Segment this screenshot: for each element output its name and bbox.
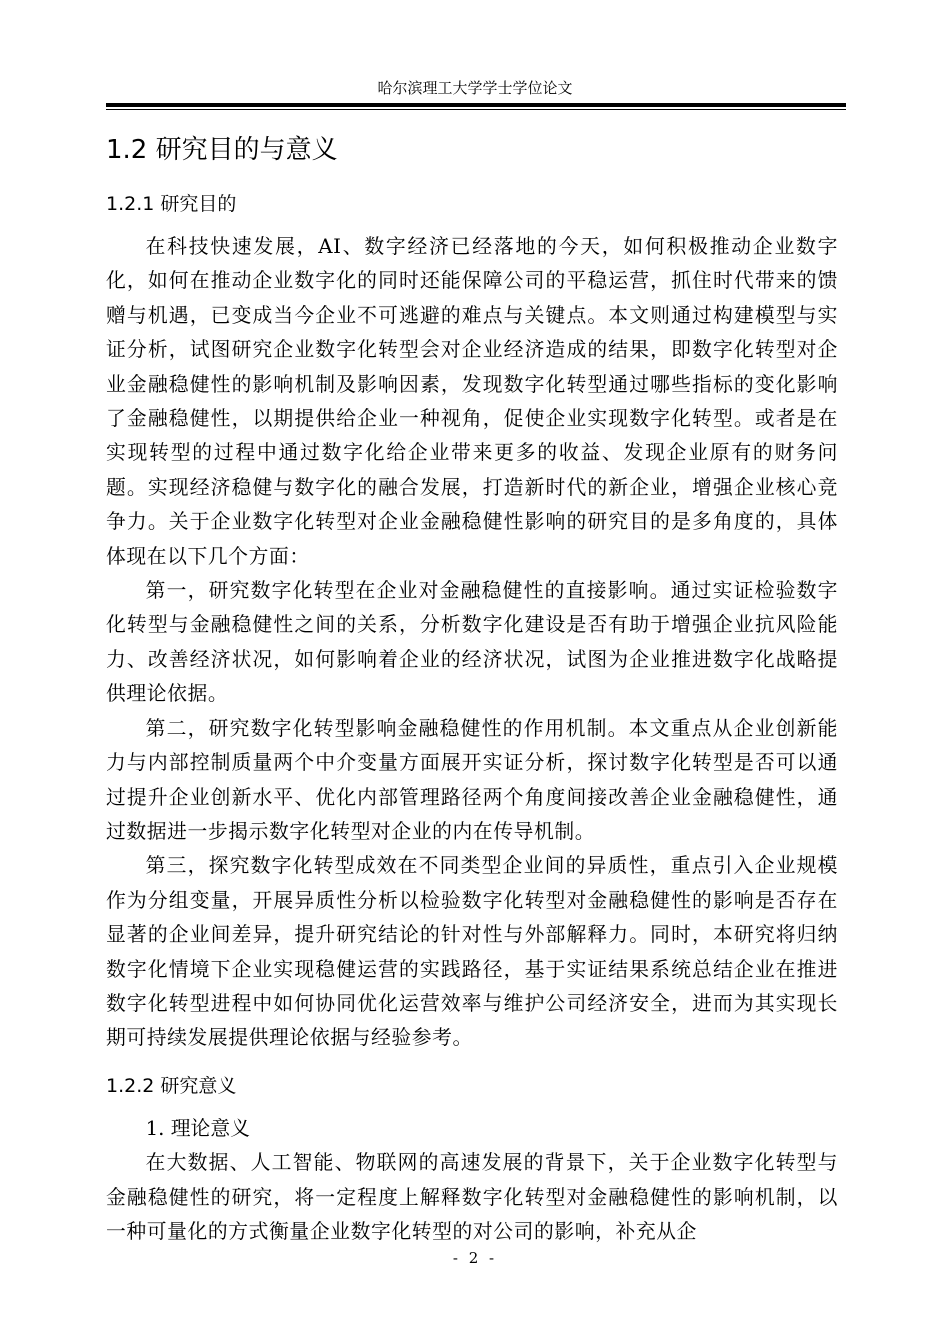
section-heading: 1.2 研究目的与意义 <box>106 135 338 165</box>
header-rule-thick <box>106 103 846 107</box>
item-label-theoretical: 1. 理论意义 <box>145 1116 250 1140</box>
header-rule-thin <box>106 109 846 110</box>
paragraph-third: 第三，探究数字化转型成效在不同类型企业间的异质性，重点引入企业规模作为分组变量，开展异质性分析以检验数字化转型对金融稳健性的影响是否存在显著的企业间差异，提升研究结论的针对性与外部解释力。同时，本研究将归纳数字化情境下企业实现稳健运营的实践路径，基于实证结果系统总结企业在推进数字化转型进程中如何协同优化运营效率与维护公司经济安全，进而为其实现长期可持续发展提供理论依据与经验参考。 <box>106 854 838 1050</box>
page-number: - 2 - <box>452 1249 498 1267</box>
page-content <box>106 126 838 1249</box>
paragraph-theoretical: 在大数据、人工智能、物联网的高速发展的背景下，关于企业数字化转型与金融稳健性的研究，将一定程度上解释数字化转型对金融稳健性的影响机制，以一种可量化的方式衡量企业数字化转型的对公司的影响，补充从企 <box>106 1151 838 1243</box>
paragraph-second: 第二，研究数字化转型影响金融稳健性的作用机制。本文重点从企业创新能力与内部控制质量两个中介变量方面展开实证分析，探讨数字化转型是否可以通过提升企业创新水平、优化内部管理路径两个角度间接改善企业金融稳健性，通过数据进一步揭示数字化转型对企业的内在传导机制。 <box>106 716 838 843</box>
subsection-heading-research-significance: 1.2.2 研究意义 <box>106 1074 237 1097</box>
paragraph-intro: 在科技快速发展，AI、数字经济已经落地的今天，如何积极推动企业数字化，如何在推动企业数字化的同时还能保障公司的平稳运营，抓住时代带来的馈赠与机遇，已变成当今企业不可逃避的难点与关键点。本文则通过构建模型与实证分析，试图研究企业数字化转型会对企业经济造成的结果，即数字化转型对企业金融稳健性的影响机制及影响因素，发现数字化转型通过哪些指标的变化影响了金融稳健性，以期提供给企业一种视角，促使企业实现数字化转型。或者是在实现转型的过程中通过数字化给企业带来更多的收益、发现企业原有的财务问题。实现经济稳健与数字化的融合发展，打造新时代的新企业，增强企业核心竞争力。关于企业数字化转型对企业金融稳健性影响的研究目的是多角度的，具体体现在以下几个方面： <box>106 235 838 568</box>
running-header: 哈尔滨理工大学学士学位论文 <box>377 79 573 97</box>
paragraph-first: 第一，研究数字化转型在企业对金融稳健性的直接影响。通过实证检验数字化转型与金融稳健性之间的关系，分析数字化建设是否有助于增强企业抗风险能力、改善经济状况，如何影响着企业的经济状况，试图为企业推进数字化战略提供理论依据。 <box>106 579 838 706</box>
subsection-heading-research-purpose: 1.2.1 研究目的 <box>106 193 237 215</box>
